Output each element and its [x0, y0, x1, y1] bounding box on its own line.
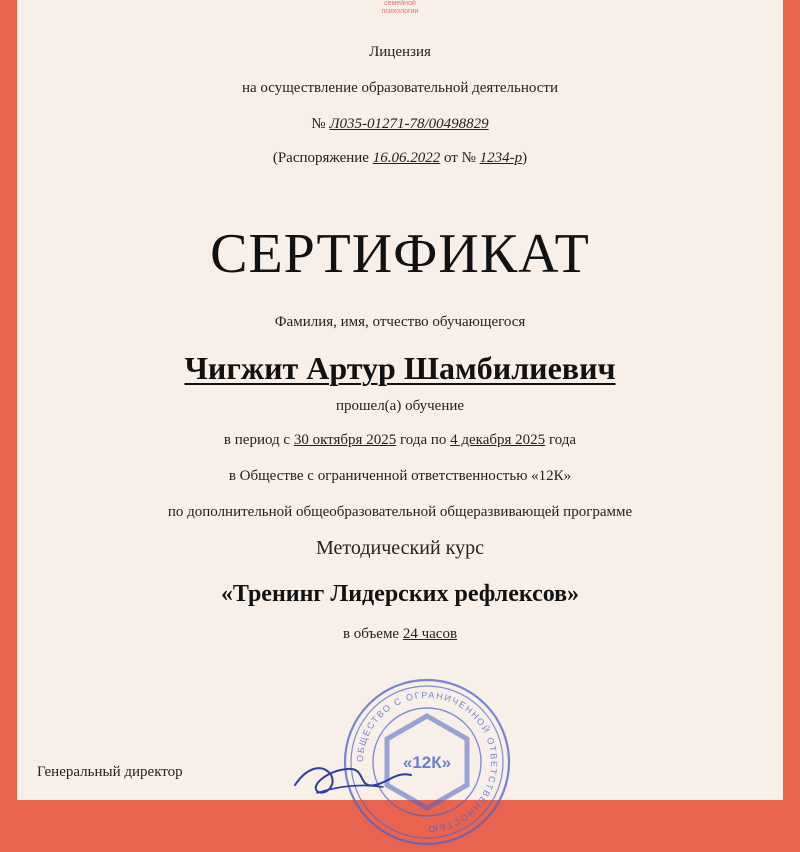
course-name: «Тренинг Лидерских рефлексов» [220, 581, 580, 607]
license-order-line [17, 150, 783, 167]
logo-text [17, 0, 783, 16]
name-label: Фамилия, имя, отчество обучающегося [274, 314, 526, 330]
date-from: 30 октября 2025 [293, 432, 397, 448]
completed-text: прошел(а) обучение [335, 398, 465, 414]
program-line: по дополнительной общеобразовательной общеразвивающей программе [167, 504, 633, 520]
course-type: Методический курс [316, 537, 484, 559]
period-line [17, 432, 783, 449]
certificate-sheet [17, 0, 783, 835]
student-name: Чигжит Артур Шамбилиевич [184, 350, 616, 386]
period-mid: года по [399, 432, 447, 448]
period-suffix: года [548, 432, 577, 448]
volume-value: 24 часов [402, 626, 458, 642]
license-number-line [17, 116, 783, 133]
order-mid: от № [443, 150, 476, 166]
certificate-title: СЕРТИФИКАТ [210, 223, 590, 285]
period-prefix: в период с [223, 432, 291, 448]
volume-line [17, 626, 783, 643]
order-number: 1234-р [479, 150, 523, 166]
license-number: Л035-01271-78/00498829 [329, 116, 489, 132]
organization-line: в Обществе с ограниченной ответственностью «12К» [228, 468, 572, 484]
director-title: Генеральный директор [37, 764, 183, 780]
date-to: 4 декабря 2025 [450, 432, 546, 448]
stamp-center-text: «12К» [402, 753, 452, 772]
director-signature [287, 745, 417, 805]
volume-prefix: в объеме [342, 626, 400, 642]
license-subtitle: на осуществление образовательной деятельности [241, 80, 559, 96]
stamp-ring-text: ОБЩЕСТВО С ОГРАНИЧЕННОЙ ОТВЕТСТВЕННОСТЬЮ [354, 689, 500, 835]
license-title: Лицензия [369, 44, 431, 60]
logo-line-2: психологии [381, 8, 419, 15]
order-date: 16.06.2022 [372, 150, 441, 166]
order-open: (Распоряжение [272, 150, 369, 166]
order-close: ) [522, 150, 528, 166]
license-number-prefix: № [311, 116, 326, 132]
logo-line-1: семейной [384, 0, 416, 7]
